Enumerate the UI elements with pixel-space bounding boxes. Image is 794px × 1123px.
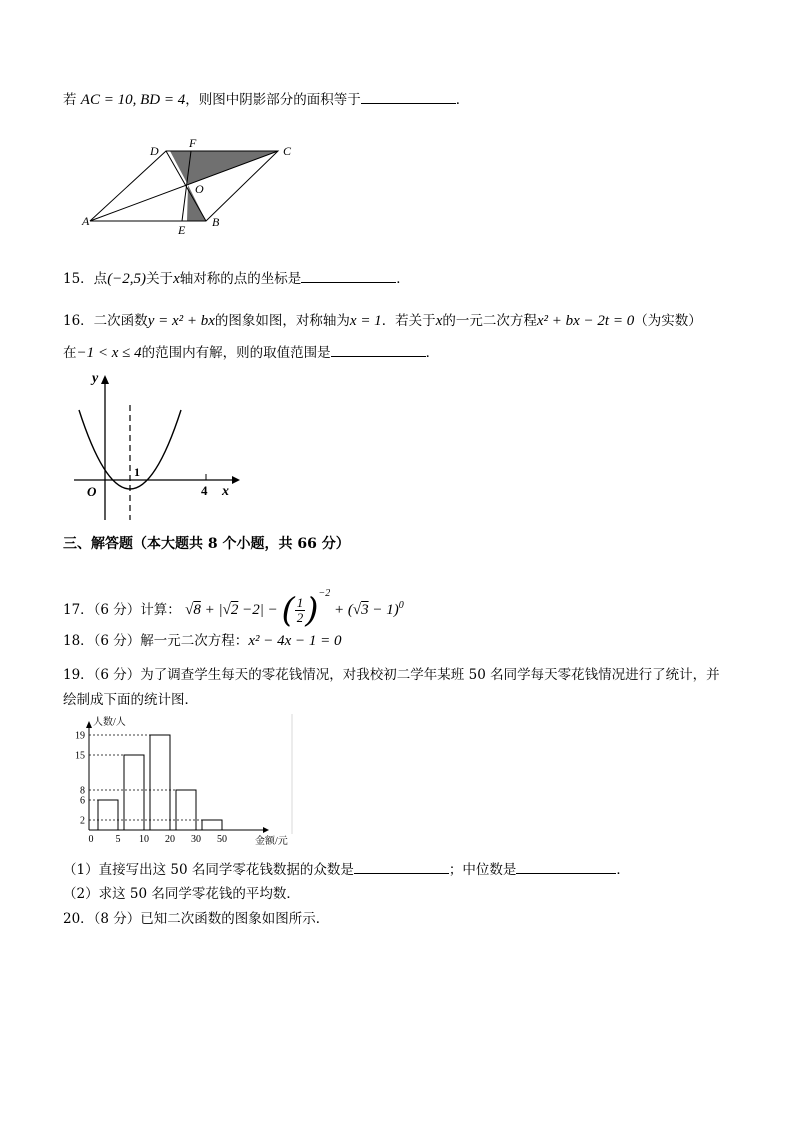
bar-50 (202, 820, 222, 830)
q17-line: 17．（6 分）计算： √8 + |√2 −2| − ( $\frac{1}{2}$ )$^{-2} + (√3 - 1)^0$ (63, 588, 404, 631)
q16-parabola-graph (72, 370, 242, 525)
xtick-label-5: 5 (115, 834, 121, 845)
label-a: A (82, 214, 90, 228)
label-four: 4 (201, 483, 208, 498)
xtick-label-20: 20 (165, 834, 175, 845)
label-d: D (150, 144, 159, 158)
q19-line2: 绘制成下面的统计图． (63, 692, 198, 708)
xtick-label-50: 50 (217, 834, 227, 845)
q19-median-blank[interactable] (516, 859, 616, 874)
q14-condition: AC = 10, BD = 4 (80, 92, 186, 108)
label-o: O (195, 182, 204, 196)
q16-equation: x² + bx − 2t = 0 (536, 313, 635, 329)
bar-20 (150, 735, 170, 830)
ytick-label-15: 15 (75, 750, 85, 762)
label-c: C (283, 144, 292, 158)
label-x: x (222, 484, 229, 499)
bar-30 (176, 790, 196, 830)
q18-equation: x² − 4x − 1 = 0 (248, 633, 342, 649)
label-b: B (212, 215, 220, 229)
q19-bar-chart (65, 712, 305, 847)
ytick-label-8: 8 (80, 785, 85, 797)
q14-rhombus-figure (80, 138, 310, 238)
label-f: F (189, 136, 197, 150)
q19-line1: 19．（6 分）为了调查学生每天的零花钱情况，对我校初二学年某班 50 名同学每天零花钱情况进行了统计，并 (63, 667, 720, 683)
label-e: E (178, 223, 186, 237)
y-axis-arrow (101, 375, 109, 384)
ytick-label-19: 19 (75, 730, 85, 742)
shaded-triangle-top (170, 151, 278, 185)
q16-line2: 在−1 < x ≤ 4的范围内有解，则的取值范围是 ． (63, 342, 439, 363)
x-axis-label: 金额/元 (255, 836, 288, 847)
x-axis-arrow (232, 476, 240, 484)
xtick-label-0: 0 (88, 834, 94, 845)
q15-answer-blank[interactable] (301, 268, 396, 283)
q14-question: ，则图中阴影部分的面积等于 (185, 92, 361, 108)
ytick-label-2: 2 (80, 815, 85, 827)
chart-x-arrow (263, 827, 269, 833)
q16-function: y = x² + bx (147, 313, 215, 329)
xtick-label-10: 10 (139, 834, 149, 845)
q17-expression: √8 + |√2 −2| − ( $\frac{1}{2}$ )$^{-2} + (√3 - 1)^0$ (185, 588, 404, 631)
q18-line: 18．（6 分）解一元二次方程：x² − 4x − 1 = 0 (63, 633, 342, 649)
q19-sub2: （2）求这 50 名同学零花钱的平均数． (63, 886, 300, 902)
bar-5 (98, 800, 118, 830)
bar-10 (124, 755, 144, 830)
q14-prefix: 若 (63, 92, 77, 108)
label-origin: O (87, 484, 97, 499)
xtick-label-30: 30 (191, 834, 201, 845)
q14-answer-blank[interactable] (361, 89, 456, 104)
y-axis-label: 人数/人 (93, 717, 126, 728)
ytick-label-6: 6 (80, 795, 85, 807)
chart-y-arrow (86, 721, 92, 728)
q16-answer-blank[interactable] (331, 342, 426, 357)
q19-sub1: （1）直接写出这 50 名同学零花钱数据的众数是 ；中位数是 ． (63, 859, 630, 880)
section-title: 三、解答题（本大题共 8 个小题，共 66 分） (63, 536, 350, 552)
label-one: 1 (134, 465, 140, 479)
q20-line: 20．（8 分）已知二次函数的图象如图所示． (63, 911, 330, 927)
q14-line: 若 AC = 10, BD = 4，则图中阴影部分的面积等于 ． (63, 89, 469, 110)
q19-mode-blank[interactable] (354, 859, 449, 874)
q15-point: (−2,5) (107, 271, 147, 287)
q15-line: 15．点(−2,5)关于x轴对称的点的坐标是 ． (63, 268, 410, 289)
label-y: y (92, 371, 99, 386)
q16-line1: 16．二次函数y = x² + bx的图象如图，对称轴为x = 1．若关于x的一元二次方程x² + bx − 2t = 0（为实数） (63, 313, 702, 329)
